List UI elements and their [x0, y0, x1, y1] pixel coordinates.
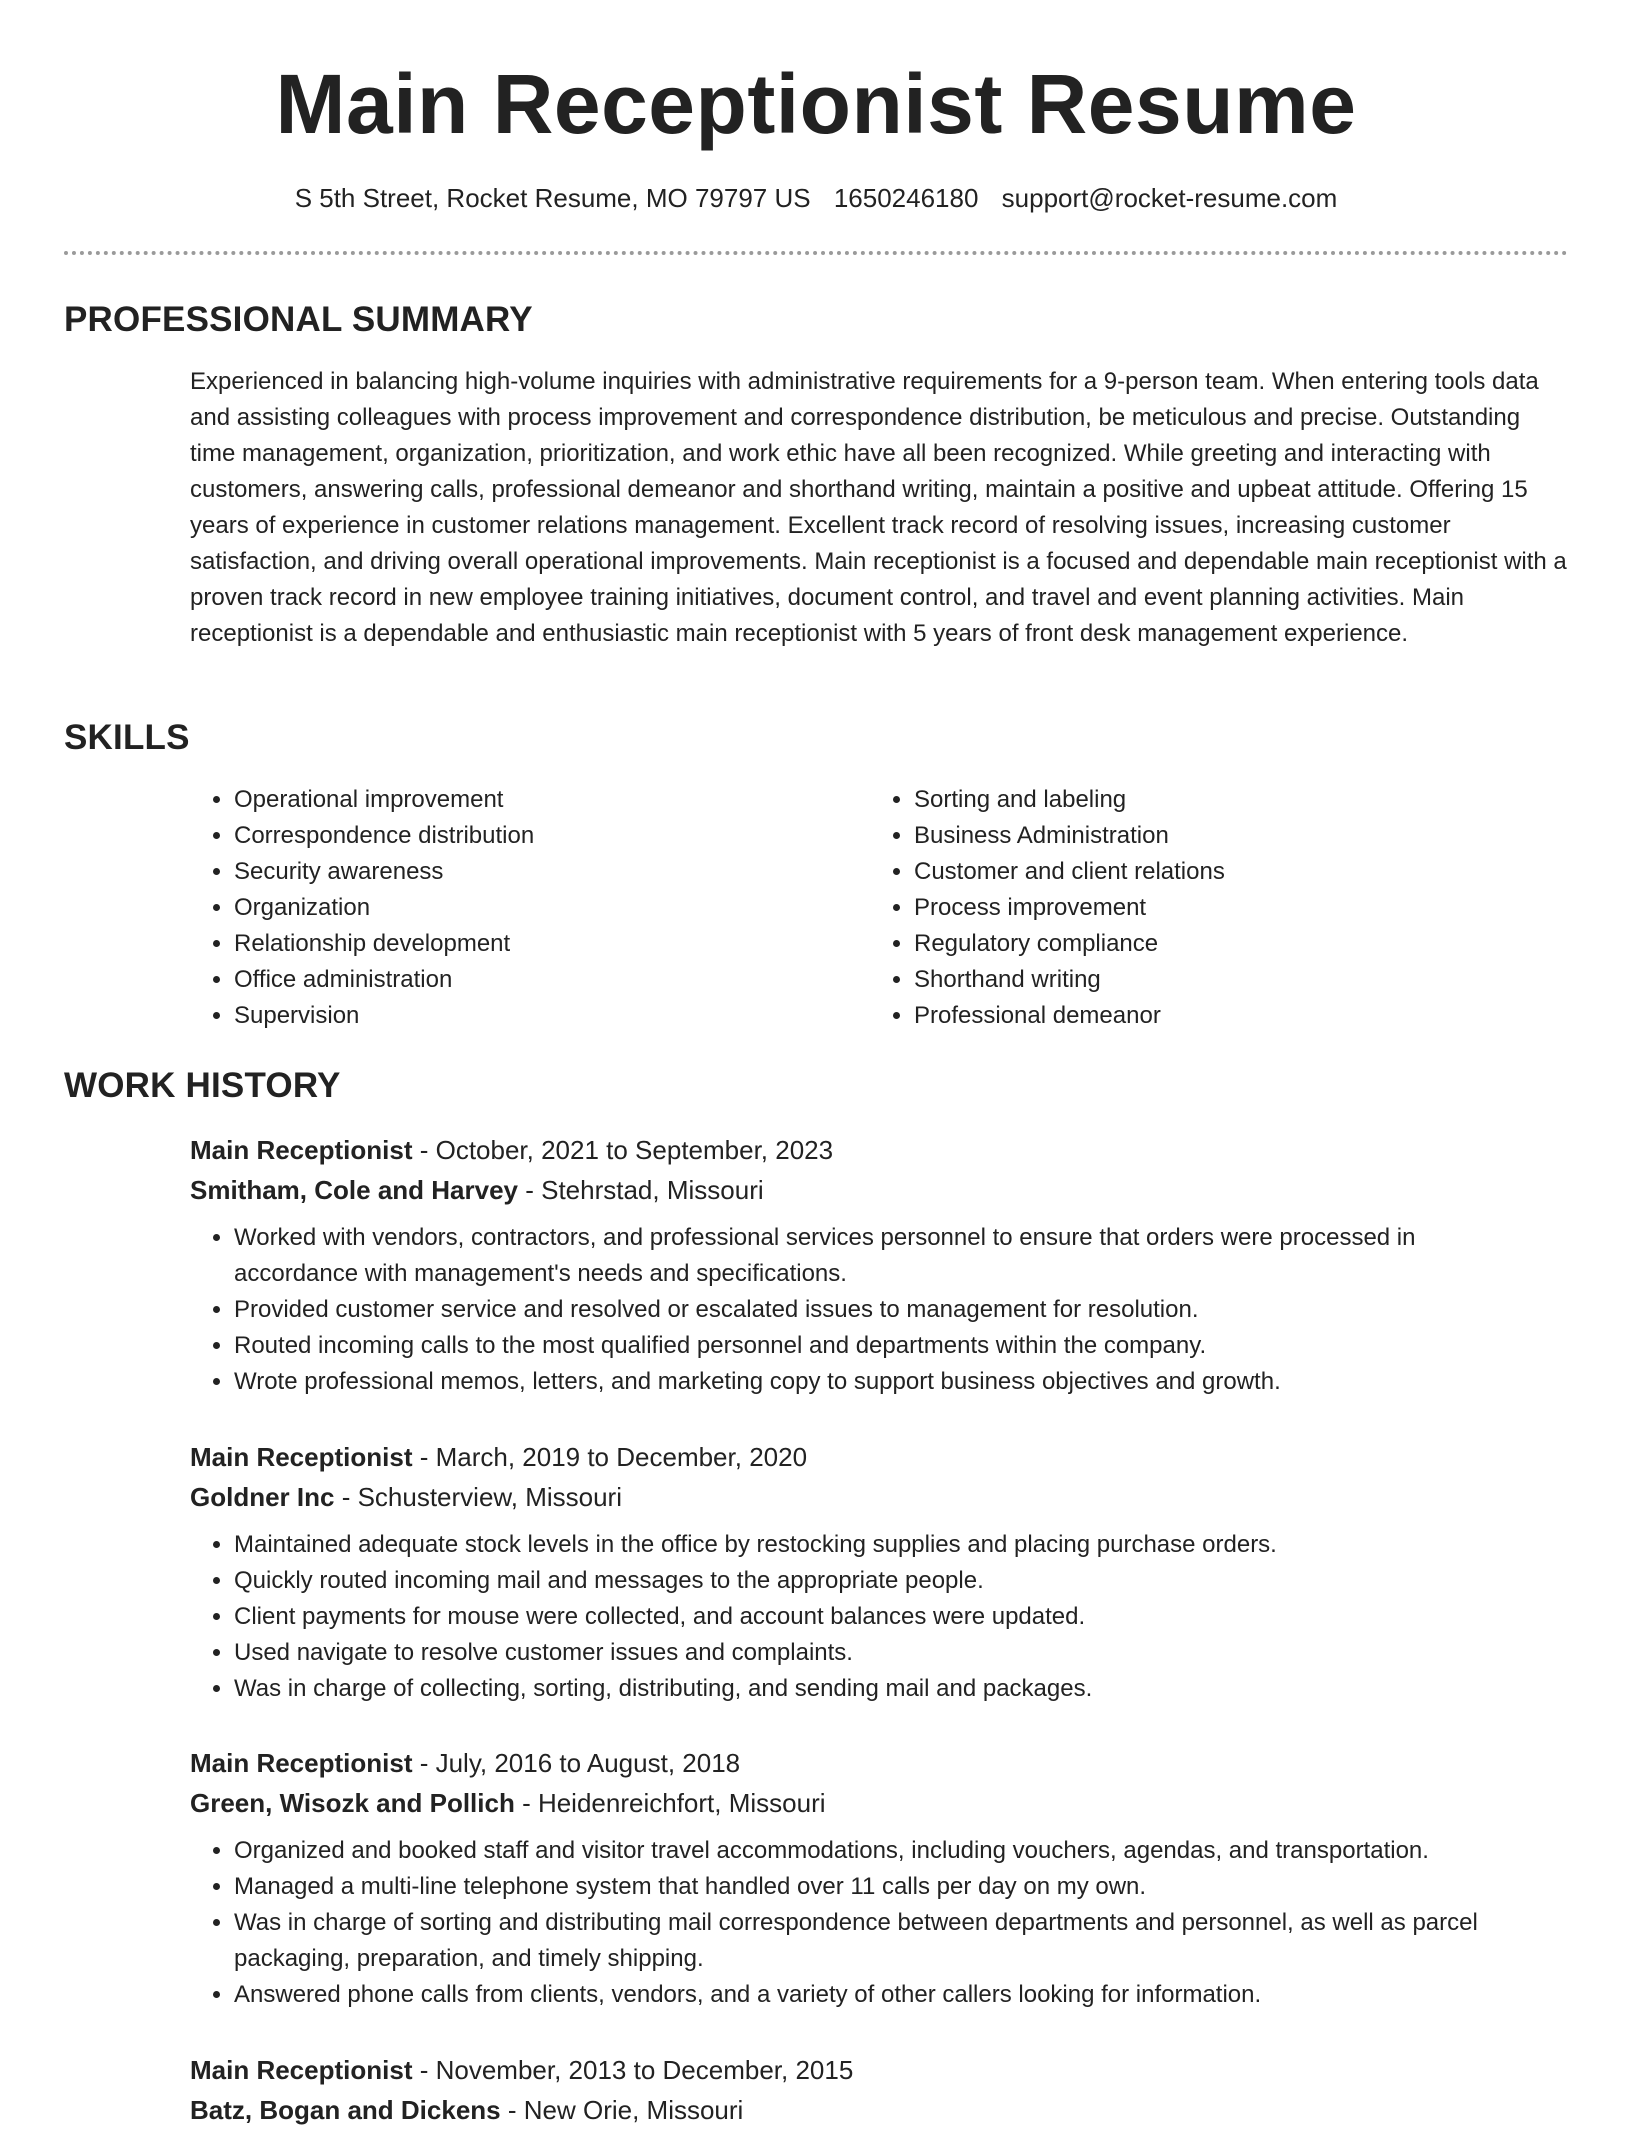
summary-text: Experienced in balancing high-volume inquiries with administrative requirements for a 9-person team. When entering tools data and assisting colleagues with process improvement and correspondence distribution, be meticulous and precise. Outstanding time management, organization, prioritization, and work ethic have all been recognized. While greeting and interacting with customers, answering calls, professional demeanor and shorthand writing, maintain a positive and upbeat attitude. Offering 15 years of experience in customer relations management. Excellent track record of resolving issues, increasing customer satisfaction, and driving overall operational improvements. Main receptionist is a focused and dependable main receptionist with a proven track record in new employee training initiatives, document control, and travel and event planning activities. Main receptionist is a dependable and enthusiastic main receptionist with 5 years of front desk management experience.: [190, 368, 1567, 647]
job-duty: • Was in charge of sorting and distributing mail correspondence between departments and personnel, as well as parcel packaging, preparation, and timely shipping.: [234, 1905, 1570, 1977]
contact-address: S 5th Street, Rocket Resume, MO 79797 US: [294, 183, 811, 213]
job-duty: • Answered phone calls from clients, vendors, and a variety of other callers looking for information.: [234, 1977, 1570, 2013]
job-entry: [190, 2050, 1570, 2130]
job-company-line: [190, 1477, 1570, 1517]
job-company: Green, Wisozk and Pollich: [190, 1788, 515, 1818]
job-duty: • Was in charge of collecting, sorting, distributing, and sending mail and packages.: [234, 1671, 1570, 1707]
skill-item: • Organization: [234, 890, 870, 926]
job-duty: • Client payments for mouse were collected, and account balances were updated.: [234, 1599, 1570, 1635]
section-title-work-history: WORK HISTORY: [64, 1066, 341, 1105]
job-duty: • Maintained adequate stock levels in the office by restocking supplies and placing purchase orders.: [234, 1527, 1570, 1563]
job-title: Main Receptionist: [190, 2055, 413, 2085]
contact-email: support@rocket-resume.com: [1001, 183, 1338, 213]
job-company-line: [190, 2090, 1570, 2130]
job-company: Batz, Bogan and Dickens: [190, 2095, 501, 2125]
job-duty: • Quickly routed incoming mail and messages to the appropriate people.: [234, 1563, 1570, 1599]
job-duty: • Worked with vendors, contractors, and professional services personnel to ensure that orders were processed in accordance with management's needs and specifications.: [234, 1220, 1570, 1292]
skills-column-right: [870, 782, 1550, 1034]
job-title: Main Receptionist: [190, 1442, 413, 1472]
section-title-summary: PROFESSIONAL SUMMARY: [64, 300, 533, 339]
job-company: Goldner Inc: [190, 1482, 335, 1512]
contact-phone: 1650246180: [833, 183, 979, 213]
job-dates: - November, 2013 to December, 2015: [412, 2055, 854, 2085]
skill-item: • Office administration: [234, 962, 870, 998]
job-location: - Heidenreichfort, Missouri: [514, 1788, 826, 1818]
job-duty: • Managed a multi-line telephone system that handled over 11 calls per day on my own.: [234, 1869, 1570, 1905]
skill-item: • Security awareness: [234, 854, 870, 890]
skills-list: [190, 782, 1570, 1034]
skill-item: • Sorting and labeling: [914, 782, 1550, 818]
job-company: Smitham, Cole and Harvey: [190, 1175, 518, 1205]
contact-line: [0, 178, 1632, 218]
job-company-line: [190, 1170, 1570, 1210]
job-entry: [190, 1437, 1570, 1707]
job-location: - Schusterview, Missouri: [334, 1482, 622, 1512]
job-entry: [190, 1130, 1570, 1400]
skill-item: • Shorthand writing: [914, 962, 1550, 998]
job-entry: [190, 1743, 1570, 2013]
skill-item: • Relationship development: [234, 926, 870, 962]
job-title-line: [190, 1743, 1570, 1783]
header-divider: [64, 251, 1568, 255]
job-dates: - March, 2019 to December, 2020: [412, 1442, 808, 1472]
job-duty: • Organized and booked staff and visitor travel accommodations, including vouchers, agendas, and transportation.: [234, 1833, 1570, 1869]
skill-item: • Professional demeanor: [914, 998, 1550, 1034]
job-duties: [190, 1833, 1570, 2013]
skill-item: • Correspondence distribution: [234, 818, 870, 854]
job-duty: • Routed incoming calls to the most qualified personnel and departments within the company.: [234, 1328, 1570, 1364]
skill-item: • Operational improvement: [234, 782, 870, 818]
job-duties: [190, 1220, 1570, 1400]
job-dates: - October, 2021 to September, 2023: [412, 1135, 834, 1165]
job-title-line: [190, 1437, 1570, 1477]
resume-title: Main Receptionist Resume: [275, 57, 1357, 151]
job-location: - New Orie, Missouri: [500, 2095, 744, 2125]
job-title: Main Receptionist: [190, 1135, 413, 1165]
skill-item: • Supervision: [234, 998, 870, 1034]
job-duty: • Wrote professional memos, letters, and marketing copy to support business objectives and growth.: [234, 1364, 1570, 1400]
job-dates: - July, 2016 to August, 2018: [412, 1748, 741, 1778]
job-duties: [190, 1527, 1570, 1707]
skill-item: • Business Administration: [914, 818, 1550, 854]
job-company-line: [190, 1783, 1570, 1823]
job-location: - Stehrstad, Missouri: [518, 1175, 764, 1205]
job-duty: • Provided customer service and resolved or escalated issues to management for resolution.: [234, 1292, 1570, 1328]
job-title: Main Receptionist: [190, 1748, 413, 1778]
skill-item: • Regulatory compliance: [914, 926, 1550, 962]
skills-column-left: [190, 782, 870, 1034]
skill-item: • Process improvement: [914, 890, 1550, 926]
job-title-line: [190, 1130, 1570, 1170]
job-title-line: [190, 2050, 1570, 2090]
job-duty: • Used navigate to resolve customer issues and complaints.: [234, 1635, 1570, 1671]
skill-item: • Customer and client relations: [914, 854, 1550, 890]
section-title-skills: SKILLS: [64, 718, 190, 757]
